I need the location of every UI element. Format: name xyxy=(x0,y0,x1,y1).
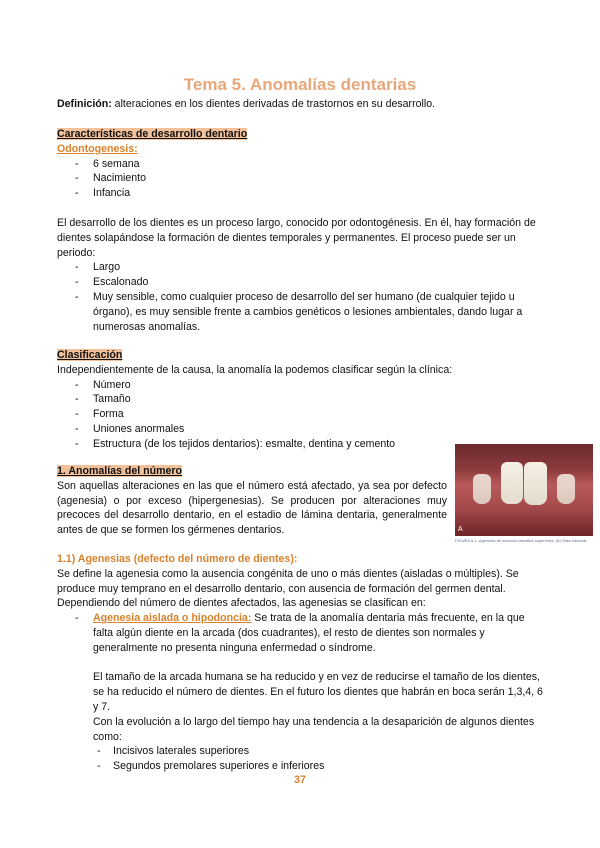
list-item: - Incisivos laterales superiores xyxy=(57,744,545,759)
list-item xyxy=(57,611,545,655)
list-item: - Tamaño xyxy=(57,392,545,407)
definition-label: Definición: xyxy=(57,98,112,110)
odontogenesis-label: Odontogenesis: xyxy=(57,142,138,155)
list-item: - Infancia xyxy=(57,186,545,201)
disappearing-teeth-list xyxy=(57,744,545,774)
page-number: 37 xyxy=(294,774,306,786)
list-item: - 6 semana xyxy=(57,157,545,172)
number-anomalies-section xyxy=(57,464,447,538)
hypodontia-label: Agenesia aislada o hipodoncia: xyxy=(93,612,252,625)
teeth-photo xyxy=(455,444,593,536)
list-item: - Nacimiento xyxy=(57,171,545,186)
classification-intro: Independientemente de la causa, la anomalía la podemos clasificar según la clínica: xyxy=(57,363,453,376)
incisor-left xyxy=(501,462,523,504)
agenesis-heading: 1.1) Agenesias (defecto del número de dientes): xyxy=(57,553,298,565)
development-paragraph: El desarrollo de los dientes es un proceso largo, conocido por odontogénesis. En él, hay formación de dientes solapándose la formación de dientes temporales y permanentes. El proceso puede ser un periodo: xyxy=(57,217,536,259)
canine-right xyxy=(557,474,575,504)
classification-heading: Clasificación xyxy=(57,349,123,361)
list-item: - Estructura (de los tejidos dentarios): esmalte, dentina y cemento xyxy=(57,437,545,452)
classification-section xyxy=(57,348,545,452)
arch-size-paragraph: El tamaño de la arcada humana se ha reducido y en vez de reducirse el tamaño de los dientes, se ha reducido el número de dientes. En el futuro los dientes que habrán en boca serán 1,3,4, 6 y 7. xyxy=(93,671,543,713)
list-item: - Muy sensible, como cualquier proceso de desarrollo del ser humano (de cualquier tejido u órgano), es muy sensible frente a cambios genéticos o lesiones ambientales, dando lugar a numerosas anomalías. xyxy=(57,290,545,334)
number-anomalies-heading: 1. Anomalías del número xyxy=(57,465,182,477)
definition-line xyxy=(57,97,545,112)
agenesis-paragraph: Se define la agenesia como la ausencia congénita de uno o más dientes (aisladas o múltiples). Se produce muy temprano en el desarrollo dentario, con ausencia de formación del germen dental. Dependiendo del número de dientes afectados, las agenesias se clasifican en: xyxy=(57,567,519,610)
number-anomalies-paragraph: Son aquellas alteraciones en las que el número está afectado, ya sea por defecto (agenesia) o por exceso (hipergenesias). Se producen por alteraciones muy precoces del desarrollo dentario, en el estadio de lámina dentaria, generalmente antes de que se formen los gérmenes dentarios. xyxy=(57,479,447,537)
canine-left xyxy=(473,474,491,504)
agenesis-list xyxy=(57,611,545,655)
photo-caption: FIGURA 5-1. Agenesia de incisivos laterales superiores. (A) Vista intraoral. xyxy=(455,538,588,543)
period-list xyxy=(57,260,545,334)
list-item: - Largo xyxy=(57,260,545,275)
photo-marker: A xyxy=(458,526,463,533)
characteristics-section xyxy=(57,127,545,201)
evolution-paragraph: Con la evolución a lo largo del tiempo hay una tendencia a la desaparición de algunos dientes como: xyxy=(93,715,535,743)
page-title: Tema 5. Anomalías dentarias xyxy=(183,75,417,94)
list-item: - Escalonado xyxy=(57,275,545,290)
list-item: - Segundos premolares superiores e inferiores xyxy=(57,759,545,774)
list-item: - Forma xyxy=(57,407,545,422)
development-paragraph-block xyxy=(57,216,545,334)
list-item: - Número xyxy=(57,378,545,393)
classification-list xyxy=(57,378,545,452)
odontogenesis-list xyxy=(57,157,545,201)
definition-text: alteraciones en los dientes derivadas de trastornos en su desarrollo. xyxy=(111,98,436,110)
incisor-right xyxy=(524,462,547,505)
list-item: - Uniones anormales xyxy=(57,422,545,437)
agenesis-section xyxy=(57,552,545,774)
characteristics-heading: Características de desarrollo dentario xyxy=(57,128,248,140)
hypodontia-text: Se trata de la anomalía dentaria más frecuente, en la que falta algún diente en la arcada (dos cuadrantes), el resto de dientes son normales y generalmente no presenta ninguna enfermedad o síndrome. xyxy=(93,612,525,654)
